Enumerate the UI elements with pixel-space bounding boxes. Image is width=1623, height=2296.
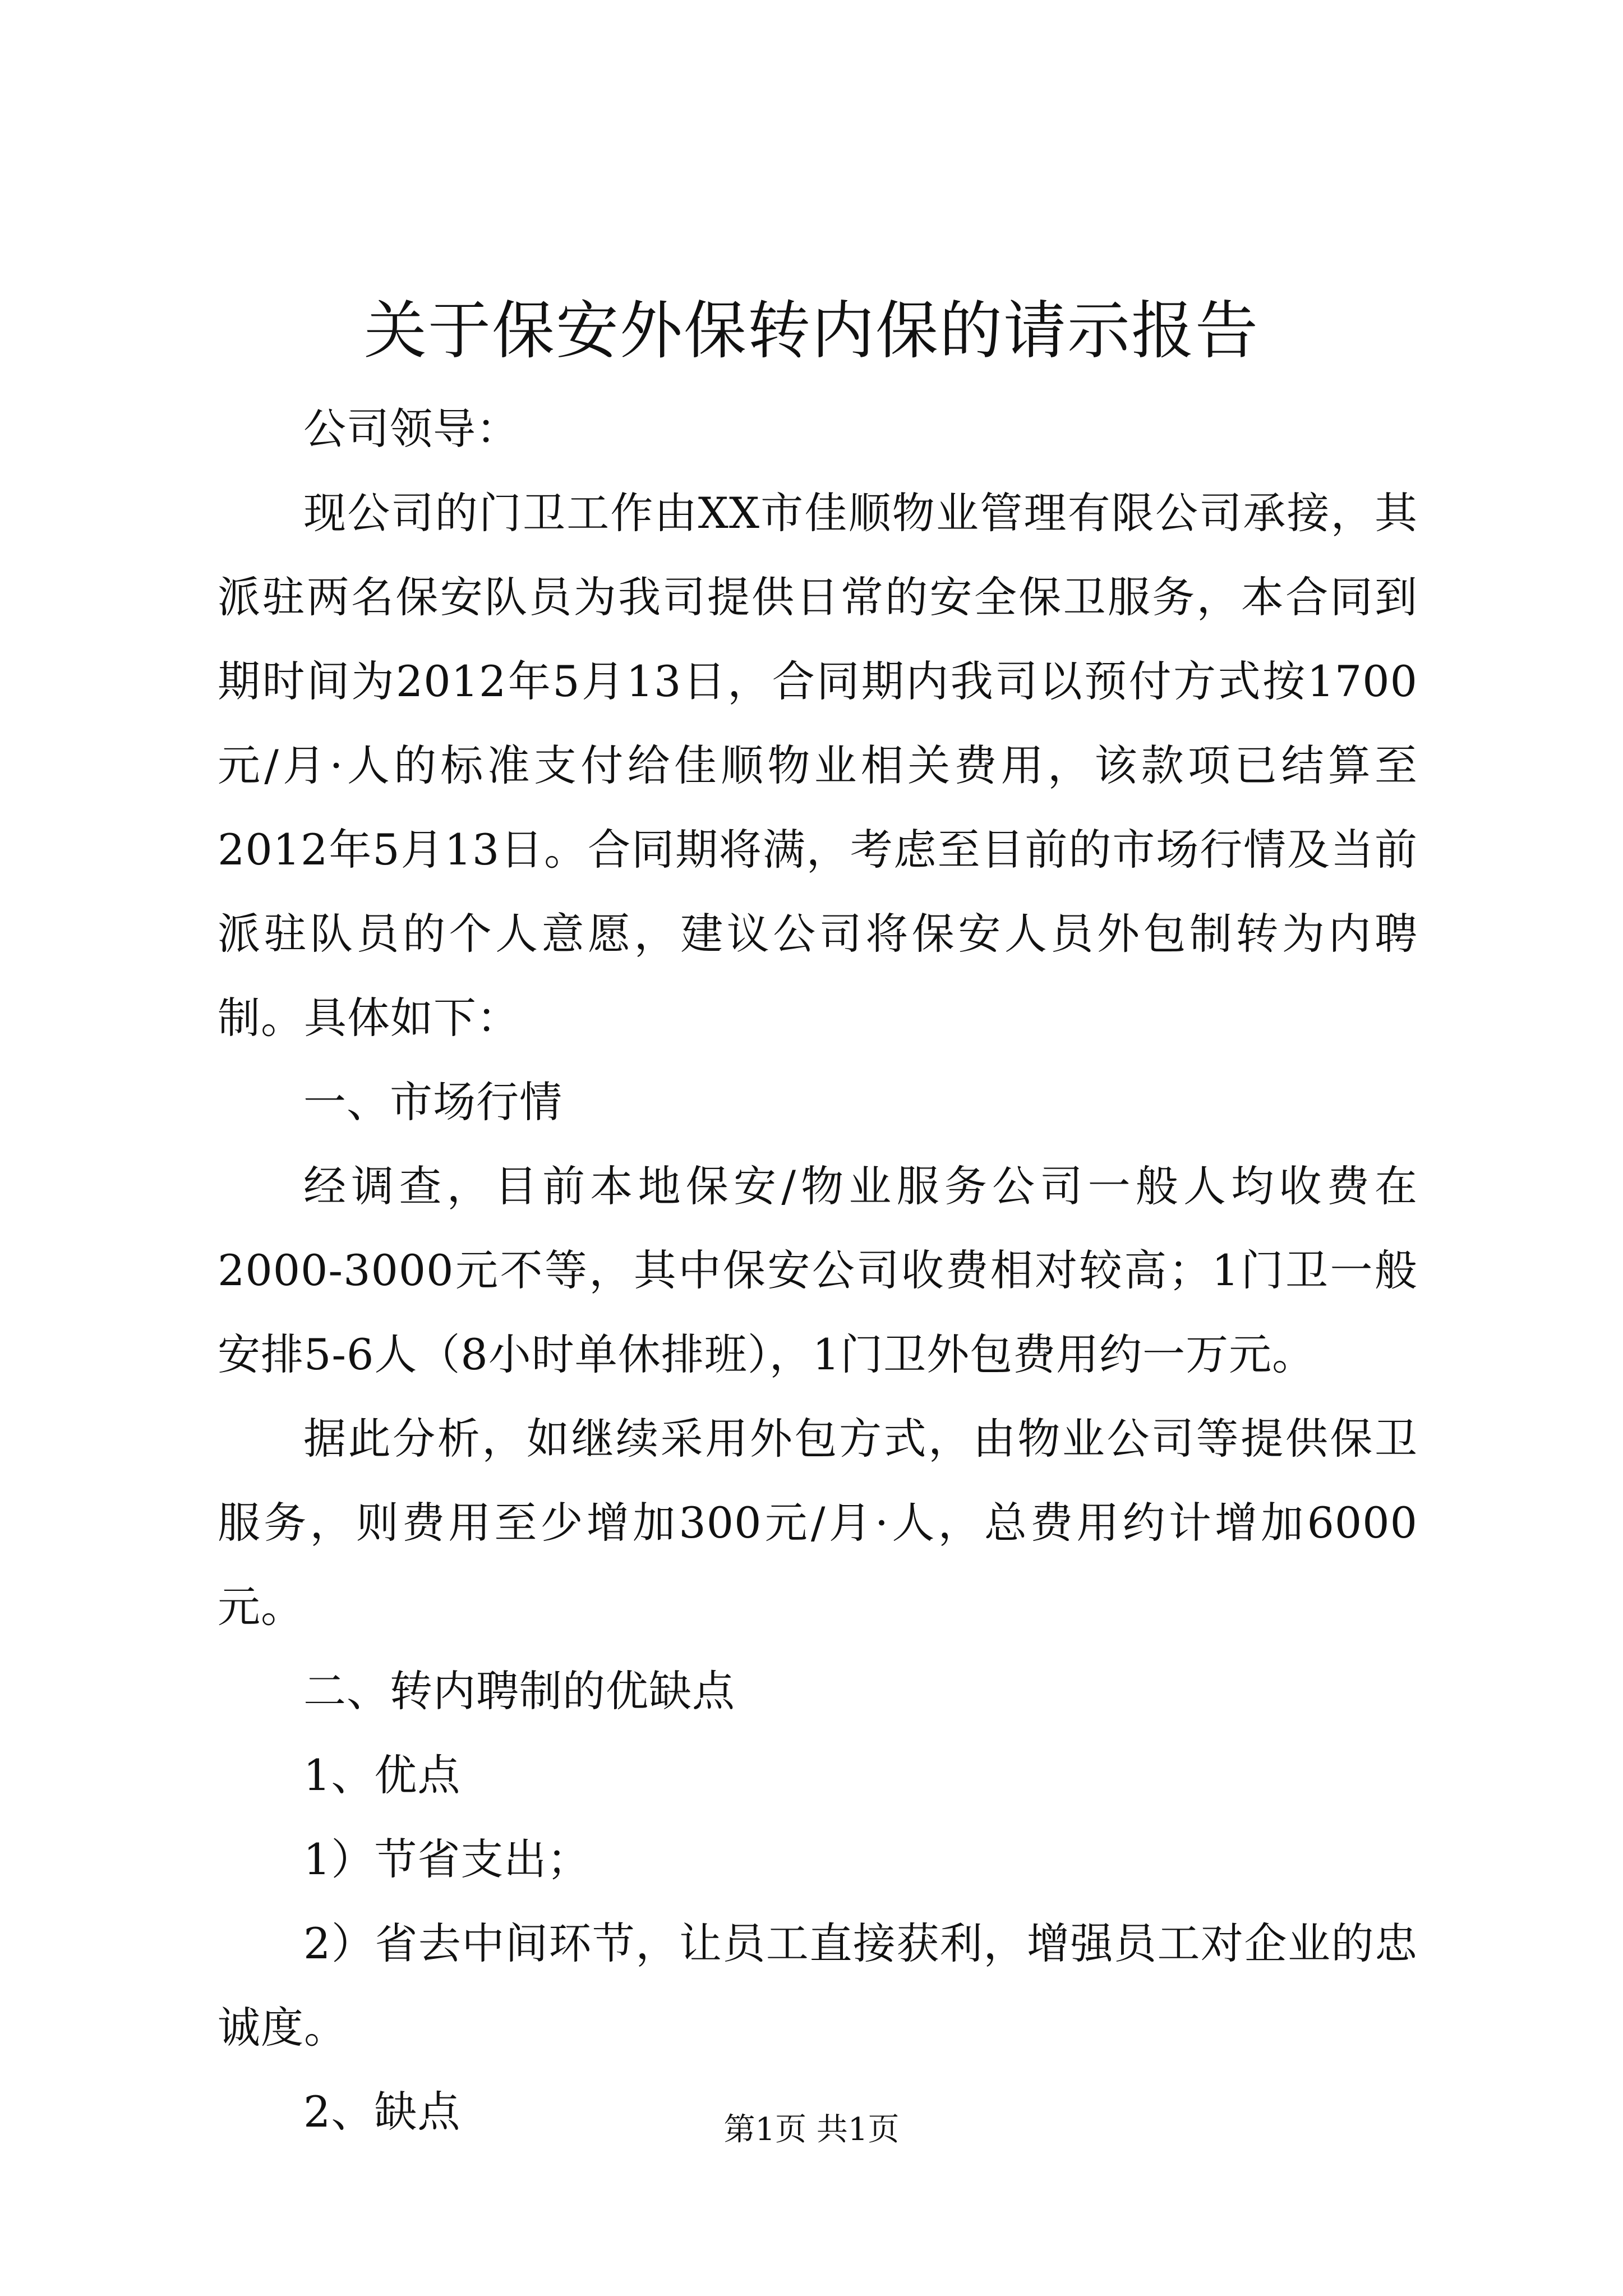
document-body — [218, 387, 1418, 2154]
analysis-paragraph: 据此分析，如继续采用外包方式，由物业公司等提供保卫服务，则费用至少增加300元/月·人，总费用约计增加6000元。 — [218, 1414, 1418, 1632]
section-heading-pros-cons: 二、转内聘制的优缺点 — [303, 1666, 735, 1716]
intro-paragraph: 现公司的门卫工作由XX市佳顺物业管理有限公司承接，其派驻两名保安队员为我司提供日常的安全保卫服务，本合同到期时间为2012年5月13日，合同期内我司以预付方式按1700元/月·人的标准支付给佳顺物业相关费用，该款项已结算至2012年5月13日。合同期将满，考虑至目前的市场行情及当前派驻队员的个人意愿，建议公司将保安人员外包制转为内聘制。具体如下： — [218, 488, 1418, 1043]
page-footer: 第1页 共1页 — [723, 2111, 900, 2148]
salutation: 公司领导： — [303, 404, 519, 454]
subheading-cons: 2、缺点 — [303, 2087, 461, 2137]
subheading-pros: 1、优点 — [303, 1750, 461, 1800]
pros-item-2: 2）省去中间环节，让员工直接获利，增强员工对企业的忠诚度。 — [218, 1918, 1418, 2053]
pros-item-1: 1）节省支出； — [303, 1834, 591, 1884]
section-heading-market: 一、市场行情 — [303, 1077, 562, 1127]
document-title: 关于保安外保转内保的请示报告 — [364, 295, 1259, 367]
market-paragraph: 经调查，目前本地保安/物业服务公司一般人均收费在2000-3000元不等，其中保安公司收费相对较高；1门卫一般安排5-6人（8小时单休排班），1门卫外包费用约一万元。 — [218, 1161, 1418, 1379]
